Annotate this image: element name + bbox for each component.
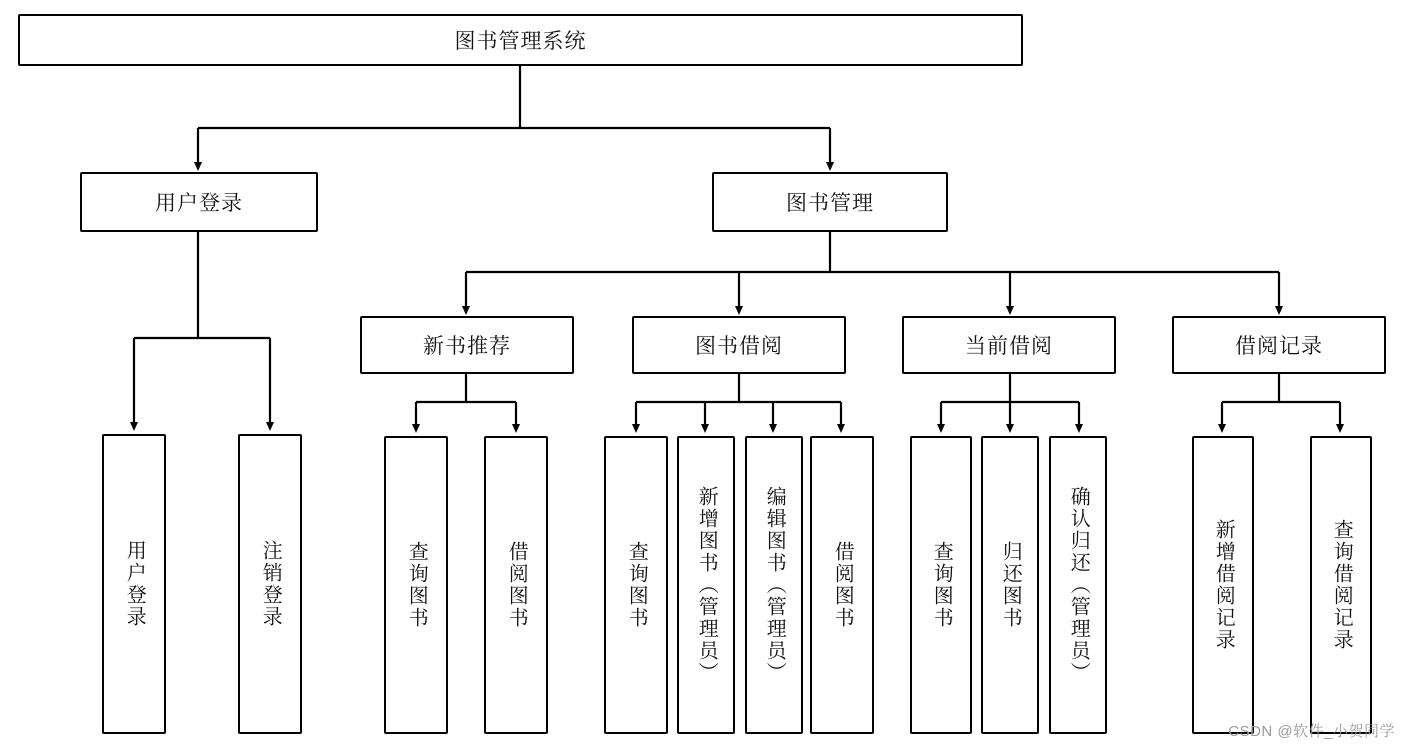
leaf-borrow-add[interactable]: [677, 436, 735, 734]
node-book-management[interactable]: [712, 172, 948, 232]
leaf-newbook-query[interactable]: [384, 436, 448, 734]
leaf-record-query-label: 查询借阅记录: [1330, 519, 1353, 651]
leaf-borrow-query[interactable]: [604, 436, 668, 734]
leaf-user-login[interactable]: [102, 434, 166, 734]
leaf-newbook-borrow-label: 借阅图书: [505, 541, 528, 629]
leaf-user-logout[interactable]: [238, 434, 302, 734]
node-new-book-recommend[interactable]: [360, 316, 574, 374]
node-book-management-label: 图书管理: [786, 192, 874, 215]
node-user-login-label: 用户登录: [155, 192, 243, 215]
leaf-record-add-label: 新增借阅记录: [1212, 519, 1235, 651]
leaf-user-login-label: 用户登录: [123, 540, 146, 628]
leaf-newbook-query-label: 查询图书: [405, 541, 428, 629]
node-current-borrow[interactable]: [902, 316, 1116, 374]
node-root-label: 图书管理系统: [454, 30, 587, 53]
node-borrow-records-label: 借阅记录: [1235, 335, 1323, 358]
leaf-current-confirm-return[interactable]: [1049, 436, 1107, 734]
leaf-record-query[interactable]: [1310, 436, 1372, 734]
leaf-borrow-edit-label: 编辑图书（管理员）: [763, 486, 786, 684]
leaf-user-logout-label: 注销登录: [259, 540, 282, 628]
node-current-borrow-label: 当前借阅: [965, 335, 1053, 358]
leaf-borrow-add-label: 新增图书（管理员）: [695, 486, 718, 684]
node-borrow-records[interactable]: [1172, 316, 1386, 374]
leaf-current-return-label: 归还图书: [999, 541, 1022, 629]
leaf-current-return[interactable]: [981, 436, 1039, 734]
node-book-borrow-label: 图书借阅: [695, 335, 783, 358]
node-root[interactable]: [18, 14, 1023, 66]
node-new-book-recommend-label: 新书推荐: [423, 335, 511, 358]
leaf-current-query-label: 查询图书: [930, 541, 953, 629]
leaf-record-add[interactable]: [1192, 436, 1254, 734]
node-book-borrow[interactable]: [632, 316, 846, 374]
leaf-borrow-edit[interactable]: [745, 436, 803, 734]
leaf-borrow-query-label: 查询图书: [625, 541, 648, 629]
node-user-login[interactable]: [80, 172, 318, 232]
leaf-newbook-borrow[interactable]: [484, 436, 548, 734]
leaf-current-confirm-return-label: 确认归还（管理员）: [1067, 486, 1090, 684]
watermark: CSDN @软件_小贺同学: [1228, 723, 1395, 740]
leaf-current-query[interactable]: [910, 436, 972, 734]
leaf-borrow-borrow[interactable]: [810, 436, 874, 734]
leaf-borrow-borrow-label: 借阅图书: [831, 541, 854, 629]
